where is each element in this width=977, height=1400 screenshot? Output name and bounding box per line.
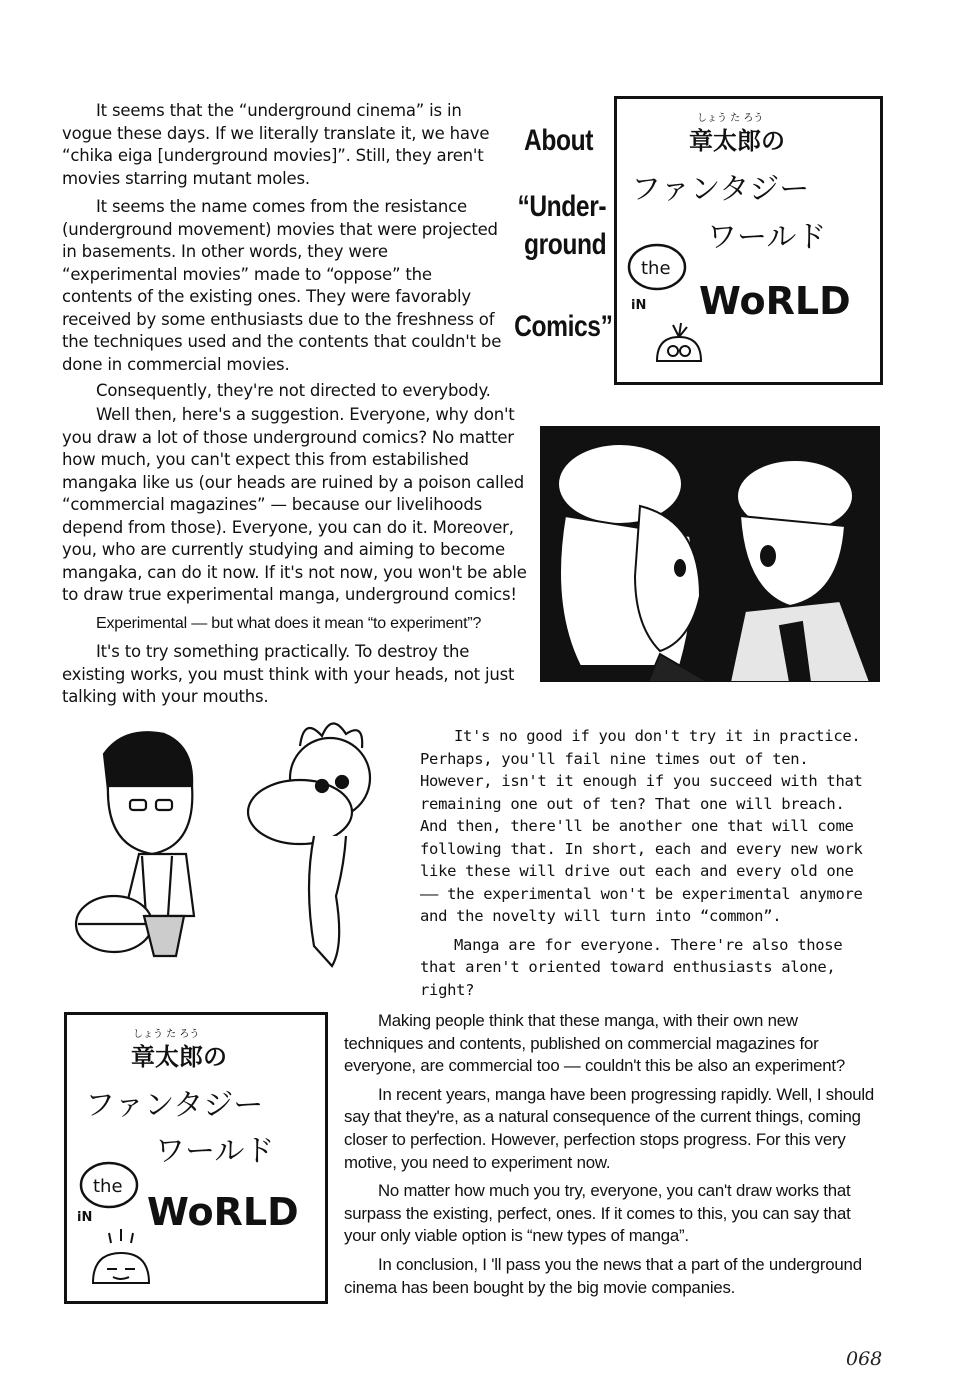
intro-paragraph-1: It seems that the “underground cinema” is in vogue these days. If we literally translate it, we have “chika eiga [underground movies]”. Still, they aren't movies starring mutant moles. [62, 101, 490, 188]
logo-line-2: ワールド [707, 220, 827, 255]
closing-paragraph-1: Making people think that these manga, with their own new techniques and contents, published on commercial magazines for everyone, are commercial too — couldn't this be also an experiment? [344, 1011, 845, 1076]
manga-panel-girls [540, 426, 880, 682]
article-heading [514, 124, 613, 344]
logo-drawing-bottom [67, 1015, 325, 1301]
logo-the-2: the [93, 1176, 123, 1197]
logo-world-2: WoRLD [147, 1190, 299, 1234]
mascot-icon-sleeping [93, 1229, 149, 1283]
practice-text [420, 725, 876, 1001]
middle-paragraph-2: Experimental — but what does it mean “to experiment”? [96, 614, 482, 632]
logo-world: WoRLD [699, 279, 851, 323]
logo-furigana: しょう た ろう [697, 113, 764, 124]
logo-line-2-2: ワールド [155, 1134, 275, 1169]
heading-line-4: Comics” [514, 310, 613, 343]
middle-text [62, 404, 536, 709]
heading-line-3: ground [524, 228, 607, 261]
closing-paragraph-2: In recent years, manga have been progressing rapidly. Well, I should say that they're, as a natural consequence of the current things, coming closer to perfection. However, perfection stops progress. For this very motive, you need to experiment now. [344, 1084, 875, 1172]
logo-in: iN [631, 298, 647, 313]
logo-furigana-2: しょう た ろう [133, 1029, 200, 1040]
closing-text [344, 1010, 876, 1299]
closing-paragraph-3: No matter how much you try, everyone, you can't draw works that surpass the existing, perfect, ones. If it comes to this, you can say that your only viable option is “new types of manga”. [344, 1181, 851, 1246]
logo-line-1-2: ファンタジー [85, 1088, 264, 1123]
intro-paragraph-3: Consequently, they're not directed to everybody. [96, 381, 491, 400]
logo-box-top [614, 96, 883, 385]
logo-the: the [641, 258, 671, 279]
logo-drawing-top [617, 99, 880, 382]
practice-paragraph-1: It's no good if you don't try it in practice. Perhaps, you'll fail nine times out of ten. However, isn't it enough if you succeed with that remaining one out of ten? That one will breach. And then, there'll be another one that will come following that. In short, each and every new work like these will drive out each and every old one —— the experimental won't be experimental anymore and the novelty will turn into “common”. [420, 727, 863, 925]
intro-paragraph-2: It seems the name comes from the resistance (underground movement) movies that were projected in basements. In other words, they were “experimental movies” made to “oppose” the contents of the existing ones. They were favorably received by some enthusiasts due to the freshness of the techniques used and the contents that couldn't be done in commercial movies. [62, 197, 502, 374]
logo-kanji: 章太郎の [689, 127, 785, 155]
middle-paragraph-3: It's to try something practically. To destroy the existing works, you must think with your heads, not just talking with your mouths. [62, 642, 515, 706]
logo-line-1: ファンタジー [631, 172, 810, 207]
logo-kanji-2: 章太郎の [131, 1043, 227, 1071]
middle-paragraph-1: Well then, here's a suggestion. Everyone, why don't you draw a lot of those underground comics? No matter how much, you can't expect this from estabilished mangaka like us (our heads are ruined by a poison called “commercial magazines” — because our livelihoods depend from those). Everyone, you can do it. Moreover, you, who are currently studying and aiming to become mangaka, can do it now. If it's not now, you won't be able to draw true experimental manga, underground comics! [62, 405, 527, 604]
cartoon-characters [64, 716, 404, 980]
girls-illustration [540, 426, 880, 682]
logo-box-bottom [64, 1012, 328, 1304]
logo-in-2: iN [77, 1210, 93, 1225]
closing-paragraph-4: In conclusion, I 'll pass you the news that a part of the underground cinema has been bought by the big movie companies. [344, 1254, 862, 1297]
heading-line-1: About [524, 124, 593, 157]
page-number: 068 [846, 1348, 883, 1370]
practice-paragraph-2: Manga are for everyone. There're also those that aren't oriented toward enthusiasts alone, right? [420, 935, 843, 999]
intro-text [62, 100, 507, 403]
mascot-icon [657, 323, 701, 361]
characters-illustration [64, 716, 404, 980]
heading-line-2: “Under- [517, 190, 607, 223]
